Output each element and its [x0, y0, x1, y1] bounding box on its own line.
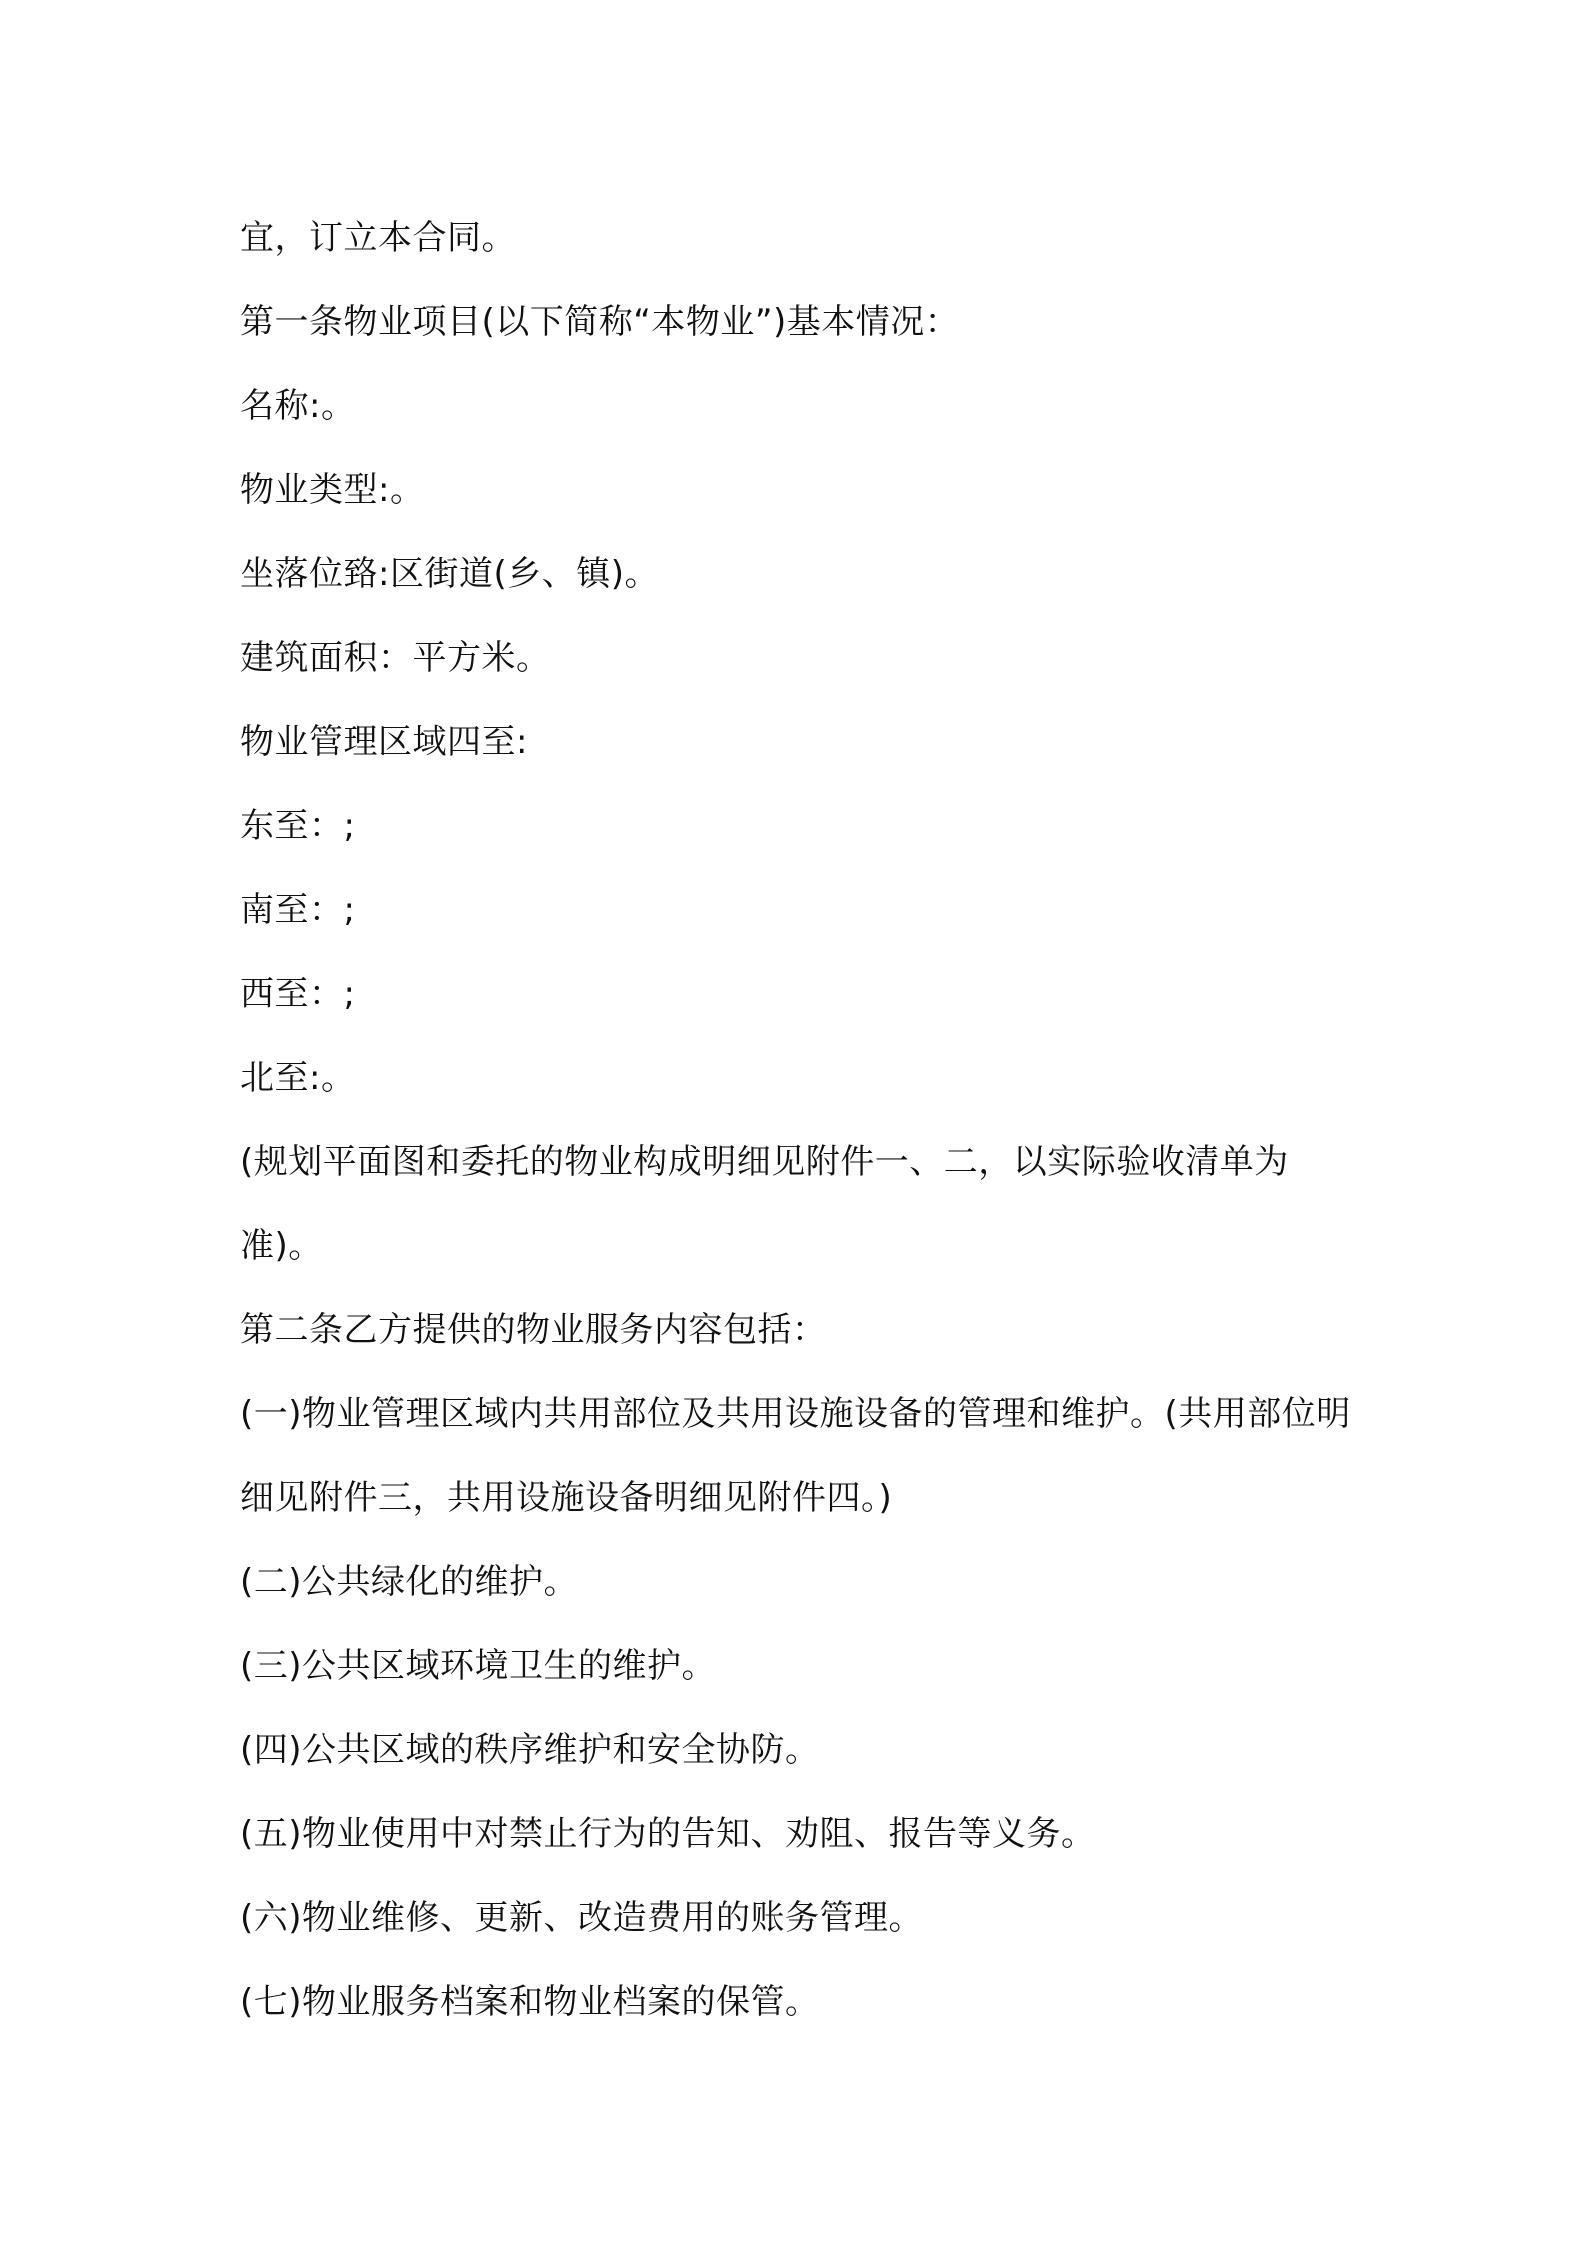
- paragraph-plan-note: (规划平面图和委托的物业构成明细见附件一、二，以实际验收清单为准)。: [240, 1142, 1289, 1266]
- paragraph-article-1-heading: 第一条物业项目(以下简称“本物业”)基本情况：: [240, 302, 960, 342]
- document-body: [240, 196, 1360, 2044]
- paragraph-south-boundary: 南至：;: [240, 890, 356, 930]
- paragraph-service-item-6: (六)物业维修、更新、改造费用的账务管理。: [240, 1898, 924, 1938]
- paragraph-north-boundary: 北至:。: [240, 1058, 356, 1098]
- paragraph-boundaries-heading: 物业管理区域四至:: [240, 722, 528, 762]
- paragraph-contract-intro: 宜，订立本合同。: [240, 218, 516, 258]
- paragraph-service-item-7: (七)物业服务档案和物业档案的保管。: [240, 1982, 820, 2022]
- paragraph-name: 名称:。: [240, 386, 356, 426]
- paragraph-west-boundary: 西至：;: [240, 974, 356, 1014]
- paragraph-service-item-3: (三)公共区域环境卫生的维护。: [240, 1646, 717, 1686]
- paragraph-service-item-1: (一)物业管理区域内共用部位及共用设施设备的管理和维护。(共用部位明细见附件三，共用设施设备明细见附件四。): [240, 1394, 1351, 1518]
- paragraph-service-item-4: (四)公共区域的秩序维护和安全协防。: [240, 1730, 820, 1770]
- paragraph-service-item-2: (二)公共绿化的维护。: [240, 1562, 579, 1602]
- paragraph-floor-area: 建筑面积：平方米。: [240, 638, 551, 678]
- paragraph-service-item-5: (五)物业使用中对禁止行为的告知、劝阻、报告等义务。: [240, 1814, 1096, 1854]
- paragraph-location: 坐落位臵:区街道(乡、镇)。: [240, 554, 659, 594]
- paragraph-property-type: 物业类型:。: [240, 470, 425, 510]
- paragraph-east-boundary: 东至：;: [240, 806, 356, 846]
- paragraph-article-2-heading: 第二条乙方提供的物业服务内容包括：: [240, 1310, 827, 1350]
